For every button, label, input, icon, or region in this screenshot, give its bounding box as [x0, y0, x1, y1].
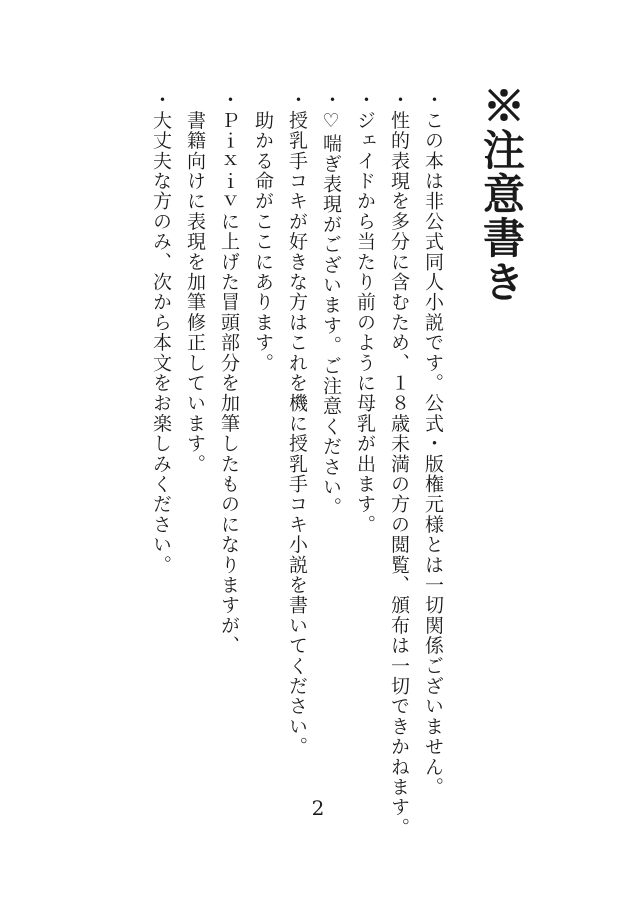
note-line: ・授乳手コキが好きな方はこれを機に授乳手コキ小説を書いてください。: [286, 90, 308, 757]
note-line: ・性的表現を多分に含むため、１８歳未満の方の閲覧、頒布は一切できかねます。: [388, 90, 410, 838]
page-title: ※注意書き: [477, 84, 526, 304]
note-line: ・この本は非公式同人小説です。公式・版権元様とは一切関係ございません。: [422, 90, 444, 797]
page-number: 2: [311, 796, 325, 820]
note-line: 書籍向けに表現を加筆修正しています。: [184, 90, 206, 474]
note-line: ・♡喘ぎ表現がございます。ご注意ください。: [320, 90, 342, 518]
note-line: ・Ｐｉｘｉｖに上げた冒頭部分を加筆したものになりますが、: [218, 90, 240, 656]
note-line: ・ジェイドから当たり前のように母乳が出ます。: [354, 90, 376, 535]
notes-block: [118, 90, 450, 838]
note-line: ・大丈夫な方のみ、次から本文をお楽しみください。: [150, 90, 172, 575]
note-line: 助かる命がここにあります。: [252, 90, 274, 373]
